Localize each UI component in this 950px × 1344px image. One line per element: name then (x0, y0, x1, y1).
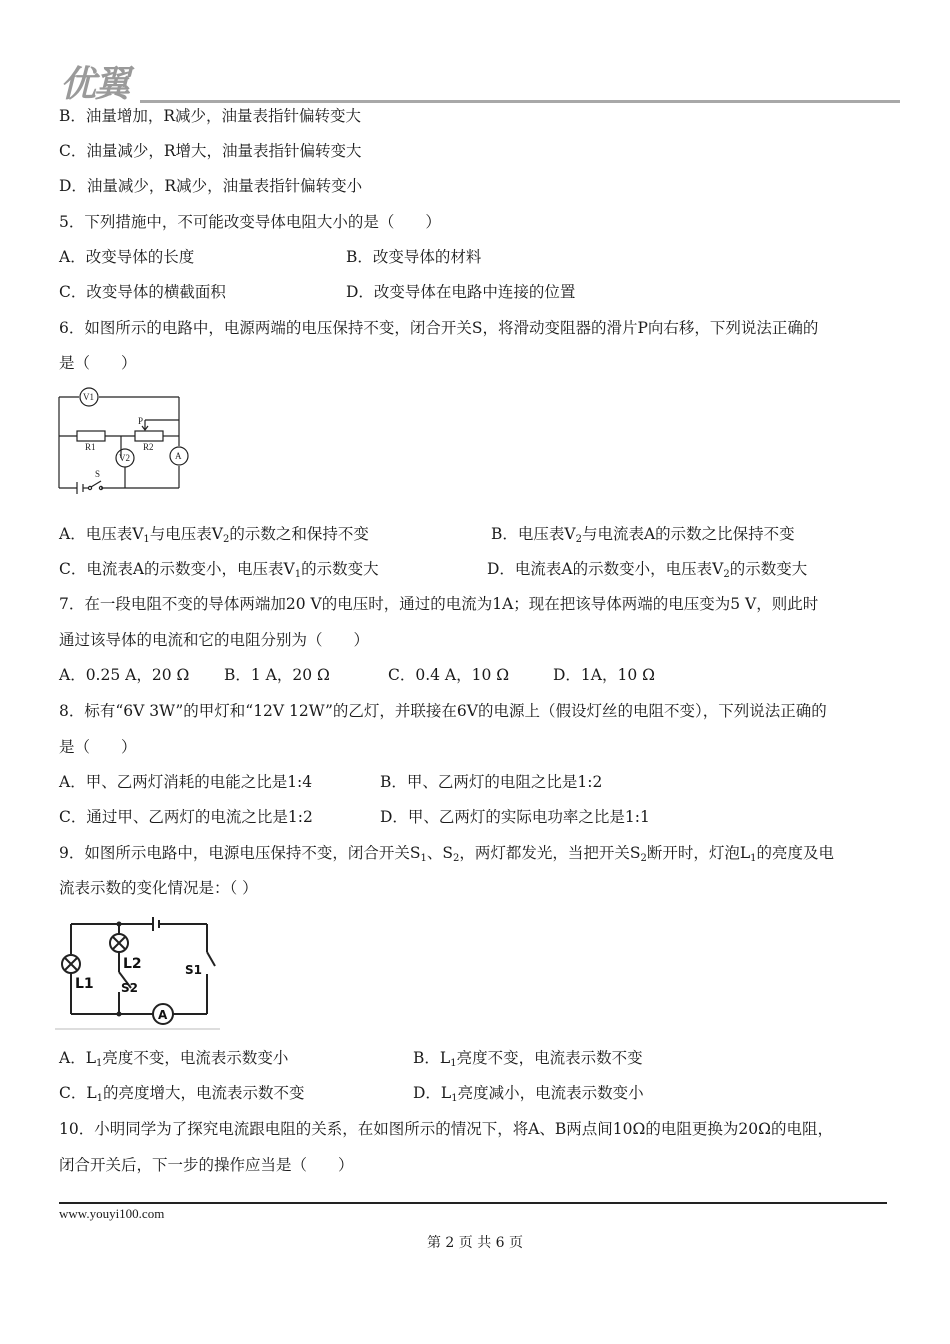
q6-option-a: A．电压表$V_1$与电压表$V_2$的示数之和保持不变 (59, 525, 369, 545)
q6-v2-label: V2 (119, 453, 130, 463)
q9-option-c: C．$L_1$的亮度增大，电流表示数不变 (59, 1084, 305, 1104)
q5-option-d: D．改变导体在电路中连接的位置 (346, 283, 576, 301)
q10-stem-1: 10．小明同学为了探究电流跟电阻的关系，在如图所示的情况下，将A、B两点间10Ω的电阻更换为20Ω的电阻， (59, 1120, 833, 1138)
q7-option-a: A．0.25 A，20 Ω (59, 666, 190, 684)
q6-switch-label: S (95, 469, 101, 479)
q9-l2-label: L2 (123, 956, 142, 972)
q10-stem-2: 闭合开关后，下一步的操作应当是（ ） (59, 1156, 354, 1174)
q8-stem-2: 是（ ） (59, 738, 137, 756)
q9-stem-1: 9．如图所示电路中，电源电压保持不变，闭合开关$S_1$、$S_2$，两灯都发光，当把开关$S_2$断开时，灯泡$L_1$的亮度及电 (59, 844, 835, 864)
q9-option-a: A．$L_1$亮度不变，电流表示数变小 (59, 1049, 289, 1069)
q5-option-b: B．改变导体的材料 (346, 248, 482, 266)
q9-s2-label: S2 (121, 981, 138, 995)
q8-stem-1: 8．标有“6V 3W”的甲灯和“12V 12W”的乙灯，并联接在6V的电源上（假设灯丝的电阻不变），下列说法正确的 (59, 702, 827, 720)
q6-ammeter-label: A (175, 451, 182, 461)
q6-stem-2: 是（ ） (59, 354, 137, 372)
page-number: 第 2 页 共 6 页 (426, 1235, 524, 1251)
q9-stem-2: 流表示数的变化情况是：（ ） (59, 879, 258, 897)
q7-option-c: C．0.4 A，10 Ω (388, 666, 510, 684)
q8-option-c: C．通过甲、乙两灯的电流之比是1:2 (59, 808, 313, 826)
q5-option-a: A．改变导体的长度 (59, 248, 195, 266)
q7-option-b: B．1 A，20 Ω (224, 666, 330, 684)
q5-stem: 5．下列措施中，不可能改变导体电阻大小的是（ ） (59, 213, 441, 231)
footer-url: www.youyi100.com (59, 1206, 165, 1221)
q8-option-b: B．甲、乙两灯的电阻之比是1:2 (380, 773, 603, 791)
q5-option-c: C．改变导体的横截面积 (59, 283, 226, 301)
q6-slider-label: P (138, 416, 144, 426)
header-rule (140, 100, 900, 103)
q9-option-d: D．$L_1$亮度减小，电流表示数变小 (413, 1084, 644, 1104)
q4-option-d: D．油量减少，R减少，油量表指针偏转变小 (59, 177, 363, 195)
q9-l1-label: L1 (75, 976, 94, 992)
q9-circuit-diagram (55, 908, 220, 1030)
q9-ammeter-label: A (158, 1008, 168, 1022)
q7-stem-2: 通过该导体的电流和它的电阻分别为（ ） (59, 631, 370, 649)
q6-r1-label: R1 (85, 442, 96, 452)
q6-r2-label: R2 (143, 442, 154, 452)
q6-option-b: B．电压表$V_2$与电流表A的示数之比保持不变 (491, 525, 795, 545)
q9-s1-label: S1 (185, 963, 202, 977)
q8-option-a: A．甲、乙两灯消耗的电能之比是1:4 (59, 773, 313, 791)
q7-stem-1: 7．在一段电阻不变的导体两端加20 V的电压时，通过的电流为1A；现在把该导体两端的电压变为5 V，则此时 (59, 595, 819, 613)
q6-option-d: D．电流表A的示数变小，电压表$V_2$的示数变大 (487, 560, 808, 580)
q6-circuit-diagram (55, 384, 195, 496)
q6-stem-1: 6．如图所示的电路中，电源两端的电压保持不变，闭合开关S，将滑动变阻器的滑片P向右移，下列说法正确的 (59, 319, 819, 337)
footer-rule (59, 1202, 887, 1204)
q9-option-b: B．$L_1$亮度不变，电流表示数不变 (413, 1049, 643, 1069)
q4-option-c: C．油量减少，R增大，油量表指针偏转变大 (59, 142, 362, 160)
logo: 优翼 (60, 64, 129, 105)
q8-option-d: D．甲、乙两灯的实际电功率之比是1:1 (380, 808, 650, 826)
q7-option-d: D．1A，10 Ω (553, 666, 655, 684)
q6-option-c: C．电流表A的示数变小，电压表$V_1$的示数变大 (59, 560, 379, 580)
q4-option-b: B．油量增加，R减少，油量表指针偏转变大 (59, 107, 362, 125)
q6-v1-label: V1 (83, 392, 94, 402)
